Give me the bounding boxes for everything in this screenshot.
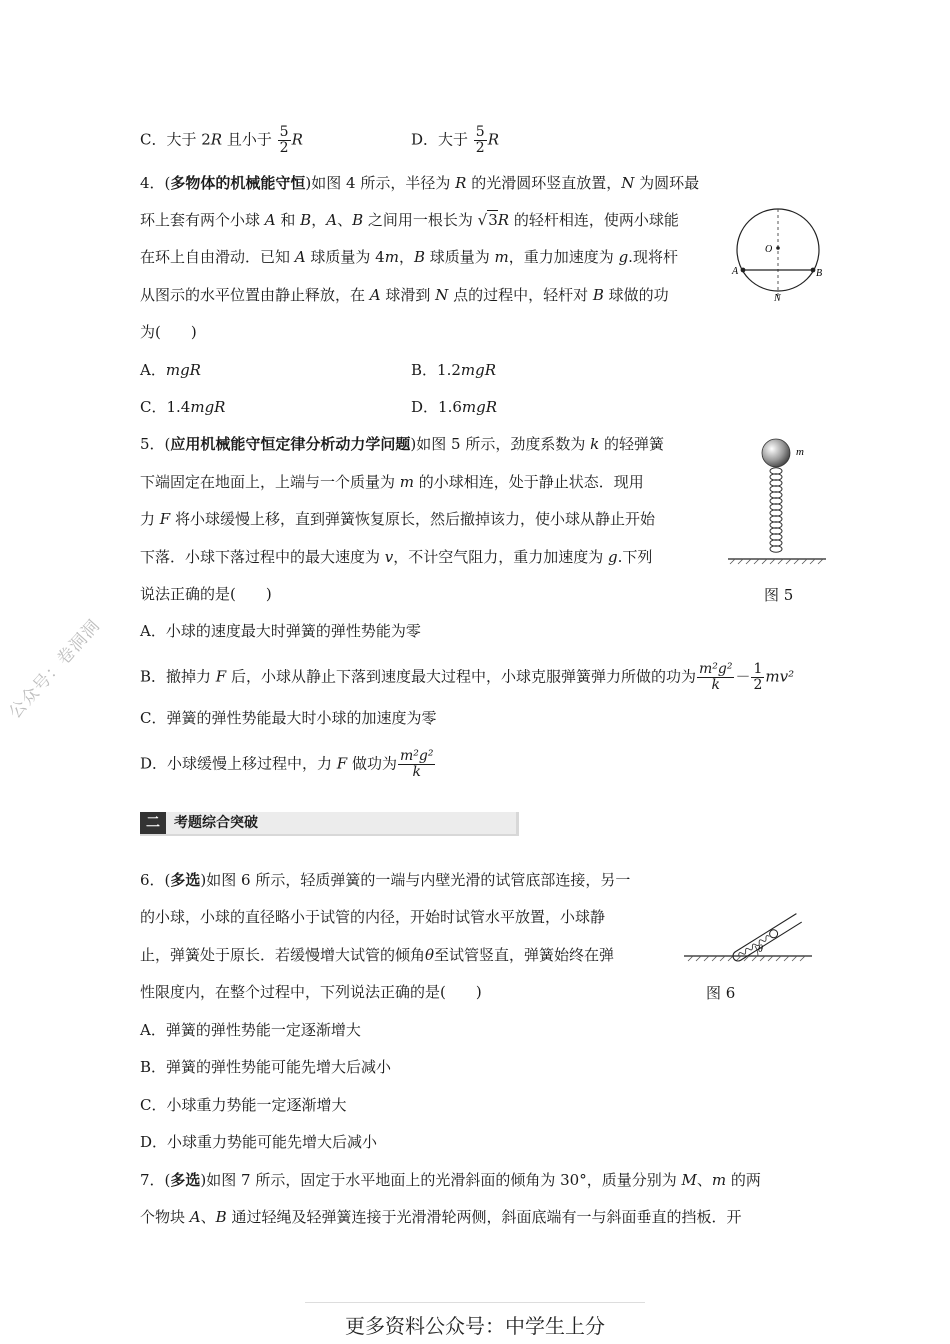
ground-hatch — [730, 559, 823, 564]
q6-line-3: 止，弹簧处于原长．若缓慢增大试管的倾角θ至试管竖直，弹簧始终在弹 — [140, 946, 615, 964]
q4-option-d: D．1.6mgR — [411, 398, 498, 416]
q6-line-2: 的小球，小球的直径略小于试管的内径，开始时试管水平放置，小球静 — [140, 908, 606, 926]
spring-coils — [770, 468, 782, 552]
figure-5-spring — [724, 430, 830, 570]
fraction: $\frac{\text{m²g²}}{k}$ — [400, 748, 434, 780]
q5-option-a: A．小球的速度最大时弹簧的弹性势能为零 — [140, 622, 421, 640]
label-o: O — [765, 244, 773, 255]
q4-option-b: B．1.2mgR — [411, 361, 497, 379]
ball — [762, 439, 790, 467]
section-title: 考题综合突破 — [174, 815, 258, 831]
figure-5-caption: 图 5 — [764, 586, 794, 604]
fraction: $\frac{5}{2}$ — [279, 124, 289, 156]
footer-text: 更多资料公众号：中学生上分 — [345, 1314, 605, 1338]
center-dot — [776, 246, 780, 250]
label-b: B — [816, 268, 823, 279]
q4-line-2: 环上套有两个小球 A 和 B，A、B 之间用一根长为 √3R 的轻杆相连，使两小球能 — [140, 211, 679, 229]
label-a: A — [732, 266, 739, 277]
q4-line-5: 为( ) — [140, 323, 197, 341]
fraction: $\frac{5}{2}$ — [475, 124, 485, 156]
ball-b — [811, 268, 816, 273]
ball-a — [741, 268, 746, 273]
q5-option-b: B．撤掉力 F 后，小球从静止下落到速度最大过程中，小球克服弹簧弹力所做的功为 $\frac{\text{m²g²}}{k}$ － $\frac{1}{2}$ mv² — [140, 661, 795, 693]
spring — [738, 935, 771, 957]
q4-line-3: 在环上自由滑动．已知 A 球质量为 4m，B 球质量为 m，重力加速度为 g.现将杆 — [140, 248, 678, 266]
fraction: $\frac{1}{2}$ — [753, 661, 763, 693]
q5-option-c: C．弹簧的弹性势能最大时小球的加速度为零 — [140, 709, 437, 727]
q7-line-2: 个物块 A、B 通过轻绳及轻弹簧连接于光滑滑轮两侧，斜面底端有一与斜面垂直的挡板．开 — [140, 1208, 742, 1226]
figure-4-ring — [728, 200, 828, 310]
q6-option-a: A．弹簧的弹性势能一定逐渐增大 — [140, 1021, 361, 1039]
q6-line-4: 性限度内，在整个过程中，下列说法正确的是( ) — [140, 983, 482, 1001]
q4-line-4: 从图示的水平位置由静止释放，在 A 球滑到 N 点的过程中，轻杆对 B 球做的功 — [140, 286, 669, 304]
q4-option-a: A．mgR — [140, 361, 201, 379]
q5-line-1: 5．(应用机械能守恒定律分析动力学问题)如图 5 所示，劲度系数为 k 的轻弹簧 — [140, 435, 664, 453]
label-n: N — [774, 293, 781, 304]
q4-line-1: 4．(多物体的机械能守恒)如图 4 所示，半径为 R 的光滑圆环竖直放置，N 为圆环最 — [140, 174, 700, 192]
q6-option-b: B．弹簧的弹性势能可能先增大后减小 — [140, 1058, 392, 1076]
q5-line-4: 下落．小球下落过程中的最大速度为 v，不计空气阻力，重力加速度为 g.下列 — [140, 548, 653, 566]
q5-line-3: 力 F 将小球缓慢上移，直到弹簧恢复原长，然后撤掉该力，使小球从静止开始 — [140, 510, 655, 528]
q6-line-1: 6．(多选)如图 6 所示，轻质弹簧的一端与内壁光滑的试管底部连接，另一 — [140, 871, 631, 889]
watermark: 公众号：卷洞洞 — [5, 615, 105, 723]
q4-option-c: C．1.4mgR — [140, 398, 226, 416]
fraction: $\frac{\text{m²g²}}{k}$ — [699, 661, 733, 693]
q5-option-d: D．小球缓慢上移过程中，力 F 做功为 $\frac{\text{m²g²}}{k}$ — [140, 748, 434, 780]
q6-option-d: D．小球重力势能可能先增大后减小 — [140, 1133, 378, 1151]
label-m: m — [796, 446, 804, 458]
section-badge: 二 — [140, 812, 166, 834]
q5-line-5: 说法正确的是( ) — [140, 585, 272, 603]
figure-6-tube — [682, 900, 814, 970]
q5-line-2: 下端固定在地面上，上端与一个质量为 m 的小球相连，处于静止状态．现用 — [140, 473, 644, 491]
q7-line-1: 7．(多选)如图 7 所示，固定于水平地面上的光滑斜面的倾角为 30°，质量分别为 M、m 的两 — [140, 1171, 761, 1189]
section-header — [140, 812, 519, 836]
footer-divider — [305, 1302, 645, 1303]
figure-6-caption: 图 6 — [706, 984, 736, 1002]
q3-option-d: D．大于 $\frac{5}{2}$ R — [411, 124, 500, 156]
q3-option-c: C．大于 2R 且小于 $\frac{5}{2}$ R — [140, 124, 303, 156]
q6-option-c: C．小球重力势能一定逐渐增大 — [140, 1096, 347, 1114]
label-theta: θ — [758, 944, 763, 955]
